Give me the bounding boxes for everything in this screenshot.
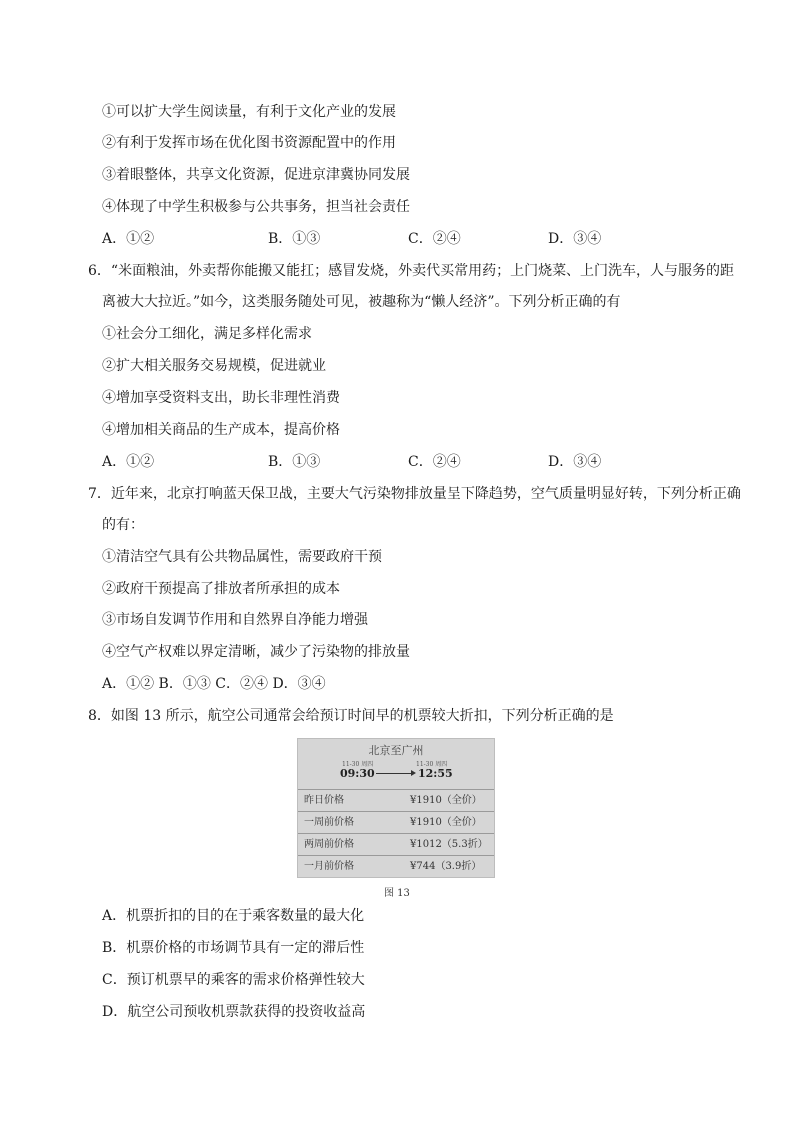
price-row-label: 昨日价格 [304, 795, 344, 806]
q5-item-3: ③着眼整体，共享文化资源，促进京津冀协同发展 [102, 167, 410, 183]
q5-option-a: A．①② [102, 231, 155, 247]
q7-stem-line-2: 的有： [102, 517, 144, 533]
price-row-value: ¥1910（全价） [410, 795, 482, 806]
q6-stem-line-2: 离被大大拉近。”如今，这类服务随处可见，被趣称为“懒人经济”。下列分析正确的有 [102, 294, 621, 310]
price-row [298, 811, 494, 834]
arrival-date: 11-30 周四 [416, 761, 448, 768]
q6-item-3: ④增加享受资料支出，助长非理性消费 [102, 390, 340, 406]
q5-option-d: D．③④ [548, 231, 602, 247]
flight-header [298, 739, 494, 789]
price-row [298, 789, 494, 812]
q8-option-b: B．机票价格的市场调节具有一定的滞后性 [102, 940, 365, 956]
price-row-label: 一周前价格 [304, 817, 354, 828]
q7-item-4: ④空气产权难以界定清晰，减少了污染物的排放量 [102, 644, 410, 660]
price-row-label: 两周前价格 [304, 839, 354, 850]
q7-item-1: ①清洁空气具有公共物品属性，需要政府干预 [102, 549, 382, 565]
q6-option-a: A．①② [102, 454, 155, 470]
price-row-value: ¥1910（全价） [410, 817, 482, 828]
departure-date: 11-30 周四 [342, 761, 374, 768]
q6-option-c: C．②④ [408, 454, 461, 470]
price-row-value: ¥744（3.9折） [410, 861, 482, 872]
q6-item-4: ④增加相关商品的生产成本，提高价格 [102, 422, 340, 438]
figure-caption: 图 13 [384, 888, 410, 899]
q8-option-c: C．预订机票早的乘客的需求价格弹性较大 [102, 972, 365, 988]
q5-item-2: ②有利于发挥市场在优化图书资源配置中的作用 [102, 135, 396, 151]
arrival-time: 12:55 [418, 767, 453, 780]
q5-option-c: C．②④ [408, 231, 461, 247]
q8-option-a: A．机票折扣的目的在于乘客数量的最大化 [102, 908, 365, 924]
flight-price-figure [297, 738, 495, 878]
price-row-label: 一月前价格 [304, 861, 354, 872]
departure-time: 09:30 [340, 767, 375, 780]
q5-item-4: ④体现了中学生积极参与公共事务，担当社会责任 [102, 199, 410, 215]
arrow-icon [376, 773, 414, 774]
q5-option-b: B．①③ [268, 231, 321, 247]
q6-option-b: B．①③ [268, 454, 321, 470]
q7-item-3: ③市场自发调节作用和自然界自净能力增强 [102, 612, 368, 628]
q5-item-1: ①可以扩大学生阅读量，有利于文化产业的发展 [102, 104, 396, 120]
q7-options: A．①② B．①③ C．②④ D．③④ [102, 676, 326, 692]
price-row-value: ¥1012（5.3折） [410, 839, 488, 850]
q6-option-d: D．③④ [548, 454, 602, 470]
price-row [298, 833, 494, 856]
q8-stem: 8．如图 13 所示，航空公司通常会给预订时间早的机票较大折扣，下列分析正确的是 [88, 708, 614, 724]
q8-option-d: D．航空公司预收机票款获得的投资收益高 [102, 1004, 366, 1020]
q7-stem-line-1: 7．近年来，北京打响蓝天保卫战，主要大气污染物排放量呈下降趋势，空气质量明显好转，下列分析正确 [88, 486, 741, 502]
q7-item-2: ②政府干预提高了排放者所承担的成本 [102, 581, 340, 597]
price-row [298, 855, 494, 878]
flight-route: 北京至广州 [368, 744, 424, 757]
q6-item-1: ①社会分工细化，满足多样化需求 [102, 326, 312, 342]
q6-item-2: ②扩大相关服务交易规模，促进就业 [102, 358, 326, 374]
q6-stem-line-1: 6．“米面粮油，外卖帮你能搬又能扛；感冒发烧，外卖代买常用药；上门烧菜、上门洗车，人与服务的距 [88, 263, 735, 279]
